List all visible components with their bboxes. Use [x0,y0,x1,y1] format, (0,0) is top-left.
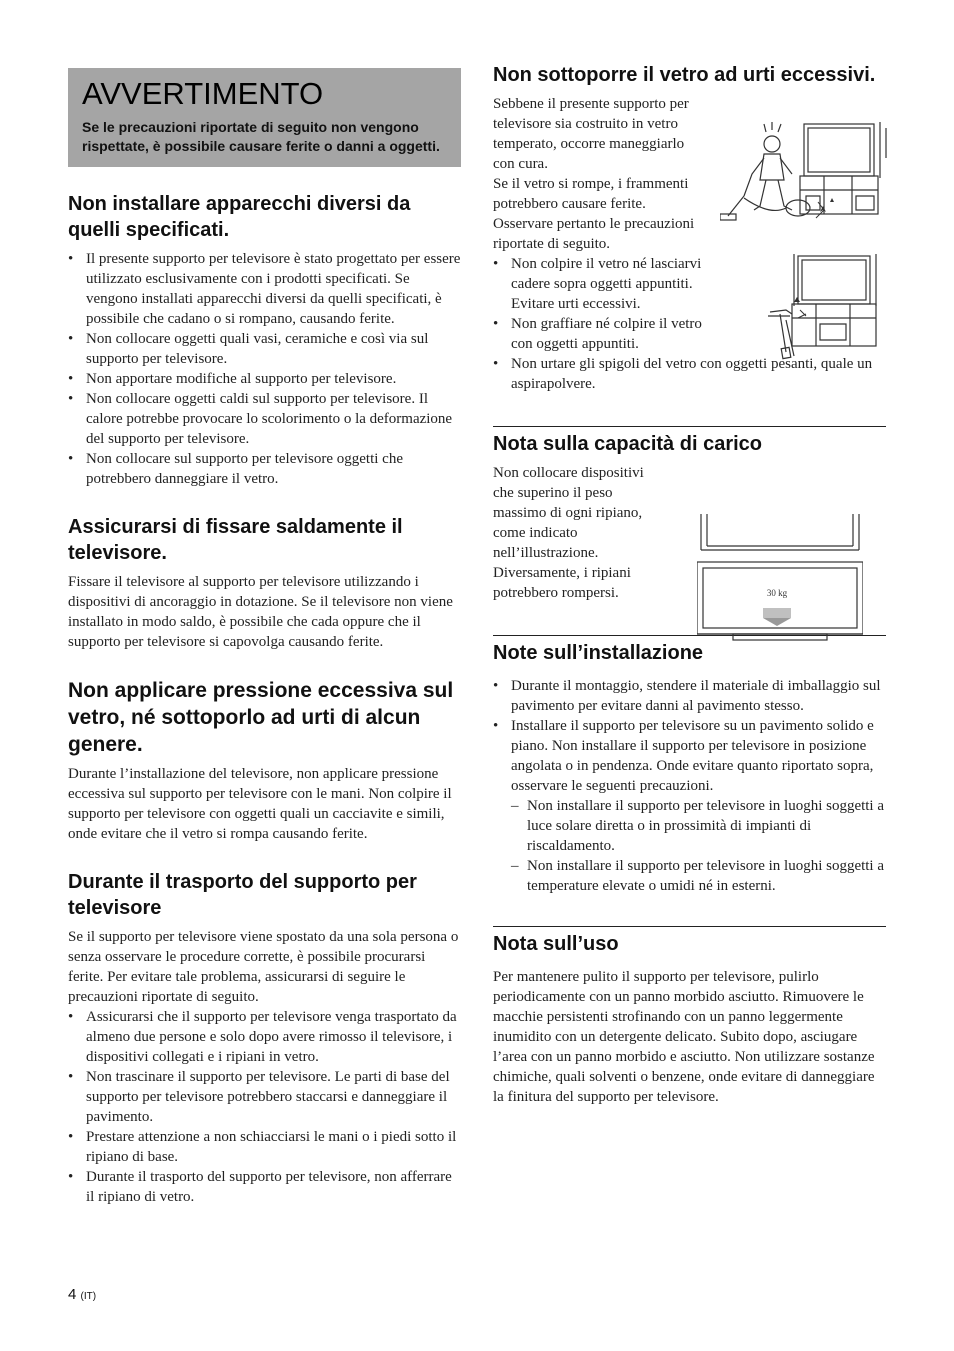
list-item: • Assicurarsi che il supporto per televisore venga trasportato da almeno due persone e solo dopo avere rimosso il televisore, i dispositivi collegati e i ripiani in vetro. [68,1007,461,1067]
section-body: Non collocare dispositivi che superino il peso massimo di ogni ripiano, come indicato nell’illustrazione. Diversamente, i ripiani potrebbero rompersi. [493,465,644,601]
section-heading: Nota sulla capacità di carico [493,433,762,455]
section-heading: Note sull’installazione [493,642,704,664]
warning-subtitle: Se le precauzioni riportate di seguito non vengono rispettate, è possibile causare ferite o danni a oggetti. [82,119,440,154]
section-fissare [68,514,461,652]
list-item [493,716,886,896]
list-item: • Durante il trasporto del supporto per televisore, non afferrare il ripiano di vetro. [68,1167,461,1207]
list-item: • Non collocare oggetti caldi sul supporto per televisore. Il calore potrebbe provocare lo scolorimento o la deformazione del supporto per televisore. [68,389,461,449]
warning-box [68,68,461,167]
section-installazione [493,635,886,896]
list-item-text: Installare il supporto per televisore su un pavimento solido e piano. Non installare il supporto per televisore in posizione angolata o in pendenza. Onde evitare quanto riportato sopra, osservare le seguenti precauzioni. [511,718,874,794]
section-body: Se il vetro si rompe, i frammenti potrebbero causare ferite. Osservare pertanto le precauzioni riportate di seguito. [493,176,695,252]
section-apparecchi [68,191,461,489]
load-capacity-illustration [697,514,863,644]
section-trasporto [68,869,461,1207]
section-uso [493,926,886,1107]
section-heading: Assicurarsi di fissare saldamente il televisore. [68,516,403,564]
list-item: • Non apportare modifiche al supporto per televisore. [68,369,461,389]
glass-hit-illustration [760,252,880,362]
section-pressione [68,677,461,844]
list-item: – Non installare il supporto per televisore in luoghi soggetti a temperature elevate o umidi né in esterni. [511,856,886,896]
vacuum-tv-illustration [720,118,890,228]
section-heading: Non installare apparecchi diversi da quelli specificati. [68,193,411,241]
list-item: • Non trascinare il supporto per televisore. Le parti di base del supporto per televisore potrebbero staccarsi e danneggiare il pavimento. [68,1067,461,1127]
warning-title: AVVERTIMENTO [82,76,324,111]
list-item: • Durante il montaggio, stendere il materiale di imballaggio sul pavimento per evitare danni al pavimento stesso. [493,676,886,716]
section-body: Per mantenere pulito il supporto per televisore, pulirlo periodicamente con un panno morbido asciutto. Rimuovere le macchie persistenti strofinando con un panno leggermente inumidito con un detergente delicato. Subito dopo, asciugare l’area con un panno morbido e asciutto. Non utilizzare sostanze chimiche, quali solventi o benzene, onde evitare di danneggiare la finitura del supporto per televisore. [493,969,875,1105]
page-number [68,1286,96,1303]
list-item: • Non urtare gli spigoli del vetro con oggetti pesanti, quale un aspirapolvere. [493,354,886,394]
section-heading: Durante il trasporto del supporto per televisore [68,871,417,919]
page-language: (IT) [80,1291,97,1302]
bullet-list [68,249,461,489]
section-body: Sebbene il presente supporto per televisore sia costruito in vetro temperato, occorre maneggiarlo con cura. [493,96,689,172]
list-item: • Non collocare oggetti quali vasi, ceramiche e così via sul supporto per televisore. [68,329,461,369]
list-item: • Non collocare sul supporto per televisore oggetti che potrebbero danneggiare il vetro. [68,449,461,489]
section-heading: Nota sull’uso [493,933,619,955]
list-item: • Il presente supporto per televisore è stato progettato per essere utilizzato esclusivamente con i prodotti specificati. Se vengono installati apparecchi diversi da quelli specificati, è possibile che cadano o si rompano, causando ferite. [68,249,461,329]
list-item: – Non installare il supporto per televisore in luoghi soggetti a luce solare diretta o in prossimità di impianti di riscaldamento. [511,796,886,856]
section-body: Durante l’installazione del televisore, non applicare pressione eccessiva sul supporto per televisore con le mani. Non colpire il supporto per televisore con oggetti quali un cacciavite e simili, onde evitare che il vetro si rompa causando ferite. [68,766,452,842]
page-number-value: 4 [68,1286,77,1303]
load-arrow-icon [763,608,791,618]
bullet-list [493,676,886,896]
left-column [68,68,461,1207]
section-body: Fissare il televisore al supporto per televisore utilizzando i dispositivi di ancoraggio in dotazione. Se il televisore non viene installato in modo saldo, è possibile che cada oppure che il supporto per televisore si capovolga causando ferite. [68,574,453,650]
section-heading: Non applicare pressione eccessiva sul vetro, né sottoporlo ad urti di alcun genere. [68,679,454,756]
bullet-list [68,1007,461,1207]
list-item: • Non graffiare né colpire il vetro con oggetti appuntiti. [493,314,703,354]
list-item: • Non colpire il vetro né lasciarvi cadere sopra oggetti appuntiti. Evitare urti eccessivi. [493,254,703,314]
section-heading: Non sottoporre il vetro ad urti eccessivi. [493,64,876,86]
dash-list [511,796,886,896]
section-body: Se il supporto per televisore viene spostato da una sola persona o senza osservare le procedure corrette, è possibile procurarsi ferite. Per evitare tale problema, assicurarsi di seguire le precauzioni riportate di seguito. [68,929,459,1005]
list-item: • Prestare attenzione a non schiacciarsi le mani o i piedi sotto il ripiano di base. [68,1127,461,1167]
load-label: 30 kg [766,588,788,598]
